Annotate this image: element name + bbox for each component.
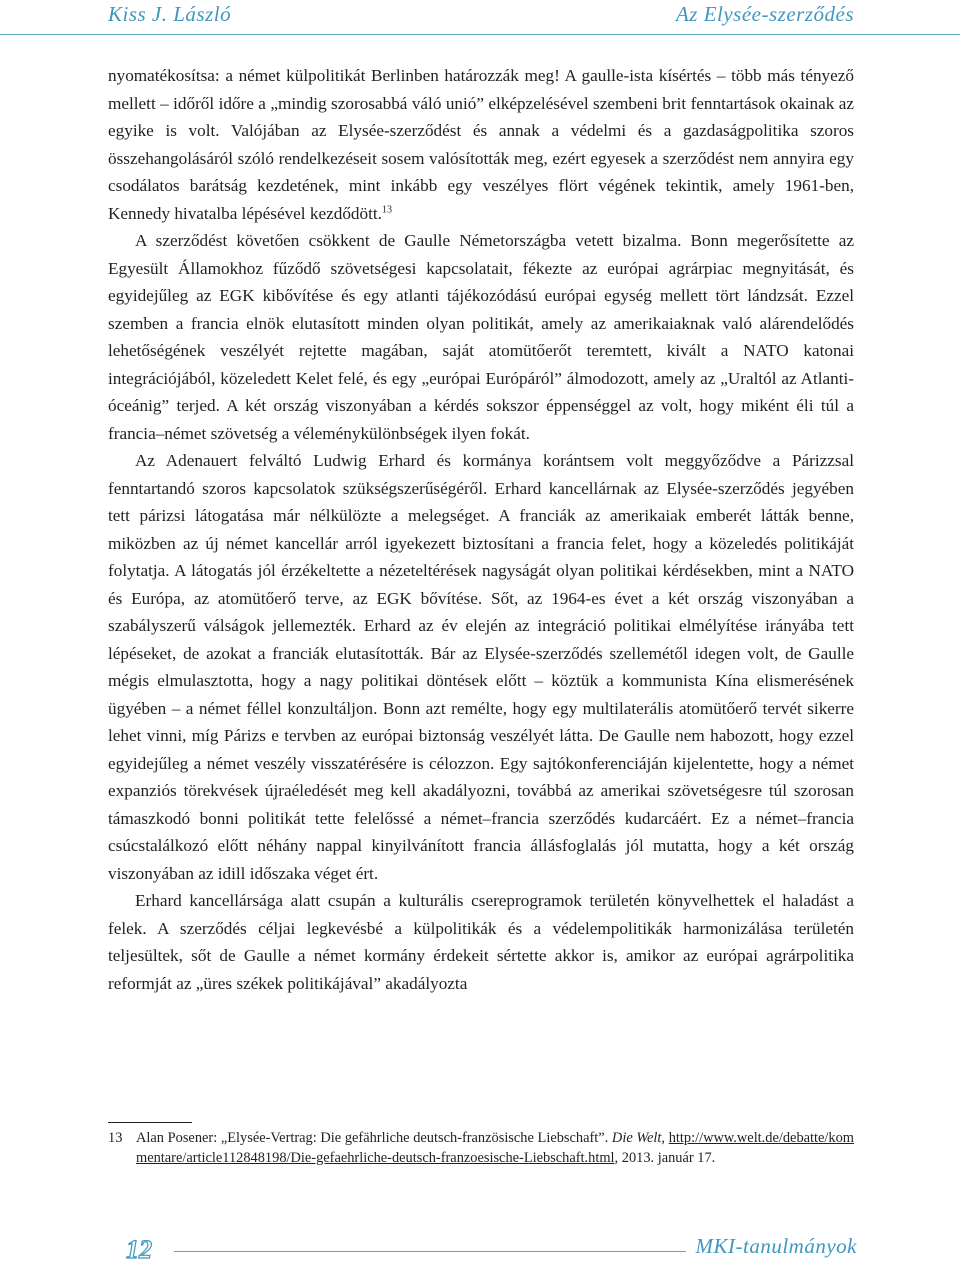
paragraph-text: Az Adenauert felváltó Ludwig Erhard és kormánya korántsem volt meggyőződve a Párizzsal fenntartandó szoros kapcsolatok szükségszerűségéről. Erhard kancellárnak az Elysée-szerződés jegyében tett párizsi látogatása már nélkülözte a melegséget. A franciák az amerikaiak emberét látták benne, miközben az új német kancellár arról igyekezett biztosítani a francia felet, hogy a közeledés politikáját folytatja. A látogatás jól érzékeltette a nézeteltérések nagyságát olyan politikai kérdésekben, mint a NATO és Európa, az atomütőerő terve, az EGK bővítése. Sőt, az 1964-es évet a két ország viszonyában a szabályszerű válságok jellemezték. Erhard az év elején az integráció politikai elmélyítése irányába tett lépéseket, de azokat a franciák elutasították. Bár az Elysée-szerződés szellemétől idegen volt, de Gaulle mégis elmulasztotta, hogy a nagy politikai döntések előtt – köztük a kommunista Kína elismerésének ügyében – a német féllel konzultáljon. Bonn azt remélte, hogy egy multilaterális atomütőerő tervét sikerre lehet vinni, míg Párizs e tervben az európai biztonság veszélyét látta. De Gaulle nem habozott, hogy ezzel egyidejűleg a német veszély visszatérésére is célozzon. Egy sajtókonferenciáján kijelentette, hogy a német expanziós törekvések újraéledését meg kell akadályozni, továbbá az amerikai szövetségesre túl szorosan támaszkodó bonni politikát tette felelőssé a német–francia szerződés kudarcáért. Ez a német–francia csúcstalálkozó előtt néhány nappal kinyilvánított francia állásfoglalás jól mutatta, hogy a két ország viszonyában az idill időszaka véget ért. (108, 451, 854, 883)
footer-publication: MKI-tanulmányok (686, 1234, 857, 1259)
paragraph-4 (108, 887, 854, 997)
footnote-ref[interactable]: 13 (381, 203, 392, 215)
footnote (108, 1128, 854, 1168)
page-number: 12 (104, 1232, 174, 1268)
header-author: Kiss J. László (108, 2, 232, 26)
paragraph-text: nyomatékosítsa: a német külpolitikát Berlinben határozzák meg! A gaulle-ista kísértés – több más tényező mellett – időről időre a „mindig szorosabbá váló unió” elképzelésével szembeni brit fenntartások okainak az egyike is volt. Valójában az Elysée-szerződést és annak a védelmi és a gazdaságpolitika szoros összehangolásáról szóló rendelkezéseit sosem valósították meg, ezért egyesek a szerződést nem annyira egy csodálatos barátság kezdetének, mint inkább egy veszélyes flört végének tekintik, amely 1961-ben, Kennedy hivatalba lépésével kezdődött. (108, 66, 854, 223)
page-footer (0, 1232, 960, 1268)
running-header (0, 0, 960, 35)
footnote-body (136, 1128, 854, 1168)
header-title: Az Elysée-szerződés (675, 2, 854, 26)
paragraph-3 (108, 447, 854, 887)
paragraph-text: Erhard kancellársága alatt csupán a kulturális csereprogramok területén könyvelhettek el haladást a felek. A szerződés céljai legkevésbé a külpolitikák és a védelempolitikák harmonizálása területén teljesültek, sőt de Gaulle a német kormány érdekeit sértette akkor is, amikor az európai agrárpolitika reformját az „üres székek politikájával” akadályozta (108, 891, 854, 993)
footnote-text: Alan Posener: „Elysée-Vertrag: Die gefährliche deutsch-französische Liebschaft”. (136, 1130, 612, 1146)
footnote-divider (108, 1122, 192, 1123)
body-text (108, 62, 854, 997)
footnote-date: , 2013. január 17. (614, 1150, 716, 1166)
paragraph-1 (108, 62, 854, 227)
paragraph-2 (108, 227, 854, 447)
footnote-link[interactable]: http://www.welt.de/debatte/kommentare/article112848198/Die-gefaehrliche-deutsch-franzoesische-Liebschaft.html (136, 1130, 854, 1166)
footnote-number: 13 (108, 1130, 123, 1146)
footnote-source: Die Welt, (611, 1130, 666, 1146)
paragraph-text: A szerződést követően csökkent de Gaulle Németországba vetett bizalma. Bonn megerősítette az Egyesült Államokhoz fűződő szövetségesi kapcsolatait, fékezte az európai agrárpiac megnyitását, és egyidejűleg az EGK kibővítése és egy atlanti tájékozódású európai egység mellett tört lándzsát. Ezzel szemben a francia elnök elutasított minden olyan politikát, amely az amerikaiaknak való alárendelődés lehetőségének veszélyét rejtette magában, saját atomütőerőt teremtett, kivált a NATO katonai integrációjából, közeledett Kelet felé, és egy „európai Európáról” álmodozott, amely az „Uraltól az Atlanti-óceánig” terjed. A két ország viszonyában a kérdés sokszor éppenséggel az volt, hogy miként éli túl a francia–német szövetség a véleménykülönbségek ilyen fokát. (108, 231, 854, 443)
